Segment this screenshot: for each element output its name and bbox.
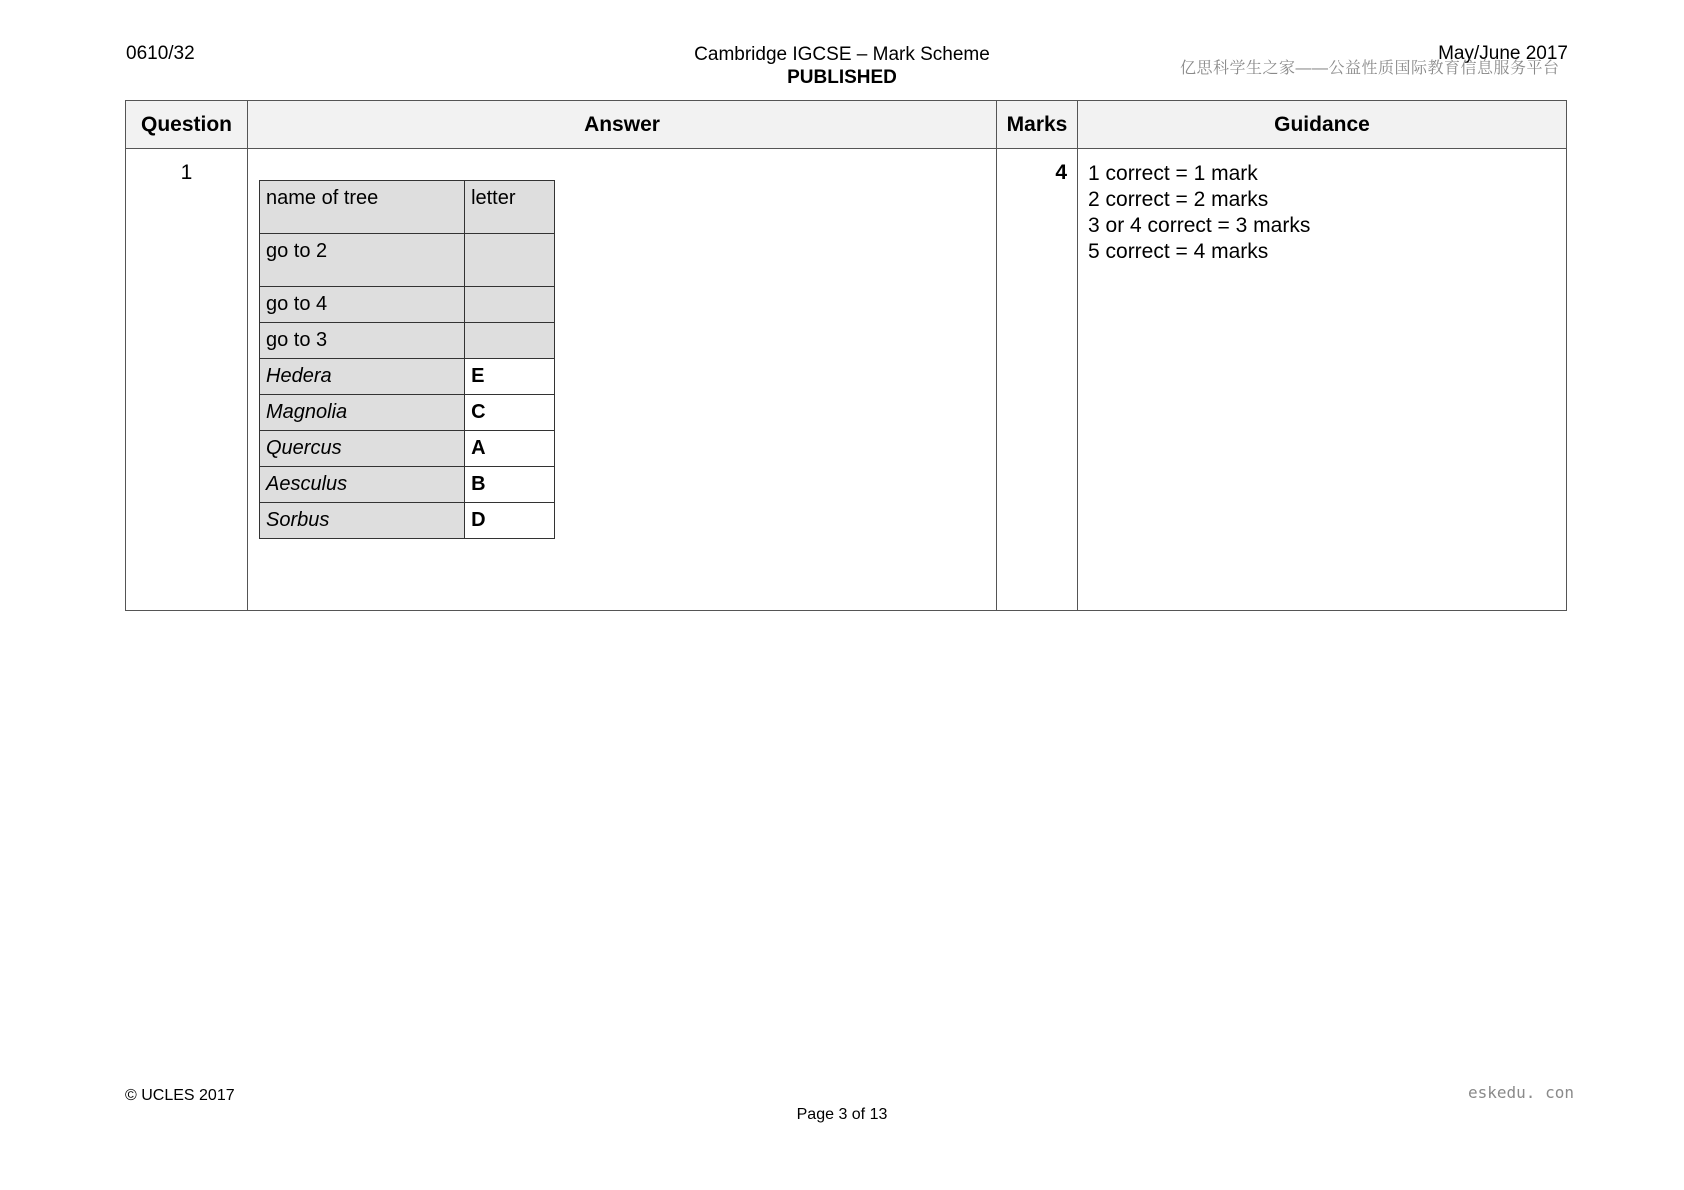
- key-table-row: [260, 467, 555, 503]
- key-table-row: [260, 359, 555, 395]
- key-row-name: Sorbus: [260, 503, 465, 539]
- key-table-row: [260, 323, 555, 359]
- key-row-name: Hedera: [260, 359, 465, 395]
- key-row-letter: [465, 323, 555, 359]
- key-header-name: name of tree: [260, 181, 465, 234]
- copyright-notice: © UCLES 2017: [125, 1087, 235, 1104]
- key-row-name: go to 2: [260, 234, 465, 287]
- key-row-name: go to 3: [260, 323, 465, 359]
- question-number: 1: [126, 149, 248, 611]
- key-table-row: [260, 234, 555, 287]
- key-answer-table: [259, 180, 555, 539]
- key-row-name: Aesculus: [260, 467, 465, 503]
- key-table-row: [260, 503, 555, 539]
- key-table-row: [260, 287, 555, 323]
- mark-scheme-table: [125, 100, 1567, 611]
- key-row-letter: B: [465, 467, 555, 503]
- page-number: Page 3 of 13: [796, 1106, 888, 1123]
- key-row-letter: E: [465, 359, 555, 395]
- header-guidance: Guidance: [1078, 101, 1567, 149]
- mark-scheme-header-row: [126, 101, 1567, 149]
- mark-scheme-row: [126, 149, 1567, 611]
- watermark-text: 亿思科学生之家——公益性质国际教育信息服务平台: [1180, 60, 1560, 77]
- exam-session: May/June 2017: [1438, 43, 1568, 64]
- guidance-cell: [1078, 149, 1567, 611]
- key-table-row: [260, 431, 555, 467]
- key-row-name: Magnolia: [260, 395, 465, 431]
- header-question: Question: [126, 101, 248, 149]
- document-title: Cambridge IGCSE – Mark Scheme: [694, 44, 990, 65]
- published-label: PUBLISHED: [787, 67, 897, 88]
- key-table-row: [260, 395, 555, 431]
- paper-code: 0610/32: [126, 43, 195, 64]
- key-row-name: go to 4: [260, 287, 465, 323]
- header-answer: Answer: [248, 101, 997, 149]
- key-row-letter: A: [465, 431, 555, 467]
- key-row-letter: D: [465, 503, 555, 539]
- guidance-line: 2 correct = 2 marks: [1088, 188, 1269, 211]
- key-row-name: Quercus: [260, 431, 465, 467]
- key-table-header-row: [260, 181, 555, 234]
- key-row-letter: [465, 287, 555, 323]
- key-row-letter: [465, 234, 555, 287]
- guidance-line: 3 or 4 correct = 3 marks: [1088, 214, 1311, 237]
- guidance-line: 1 correct = 1 mark: [1088, 162, 1258, 185]
- guidance-line: 5 correct = 4 marks: [1088, 240, 1269, 263]
- key-header-letter: letter: [465, 181, 555, 234]
- answer-cell: [248, 149, 997, 611]
- document-title-block: [592, 43, 1092, 89]
- key-row-letter: C: [465, 395, 555, 431]
- site-watermark: eskedu. con: [1468, 1083, 1574, 1102]
- header-marks: Marks: [997, 101, 1078, 149]
- marks-value: 4: [997, 149, 1078, 611]
